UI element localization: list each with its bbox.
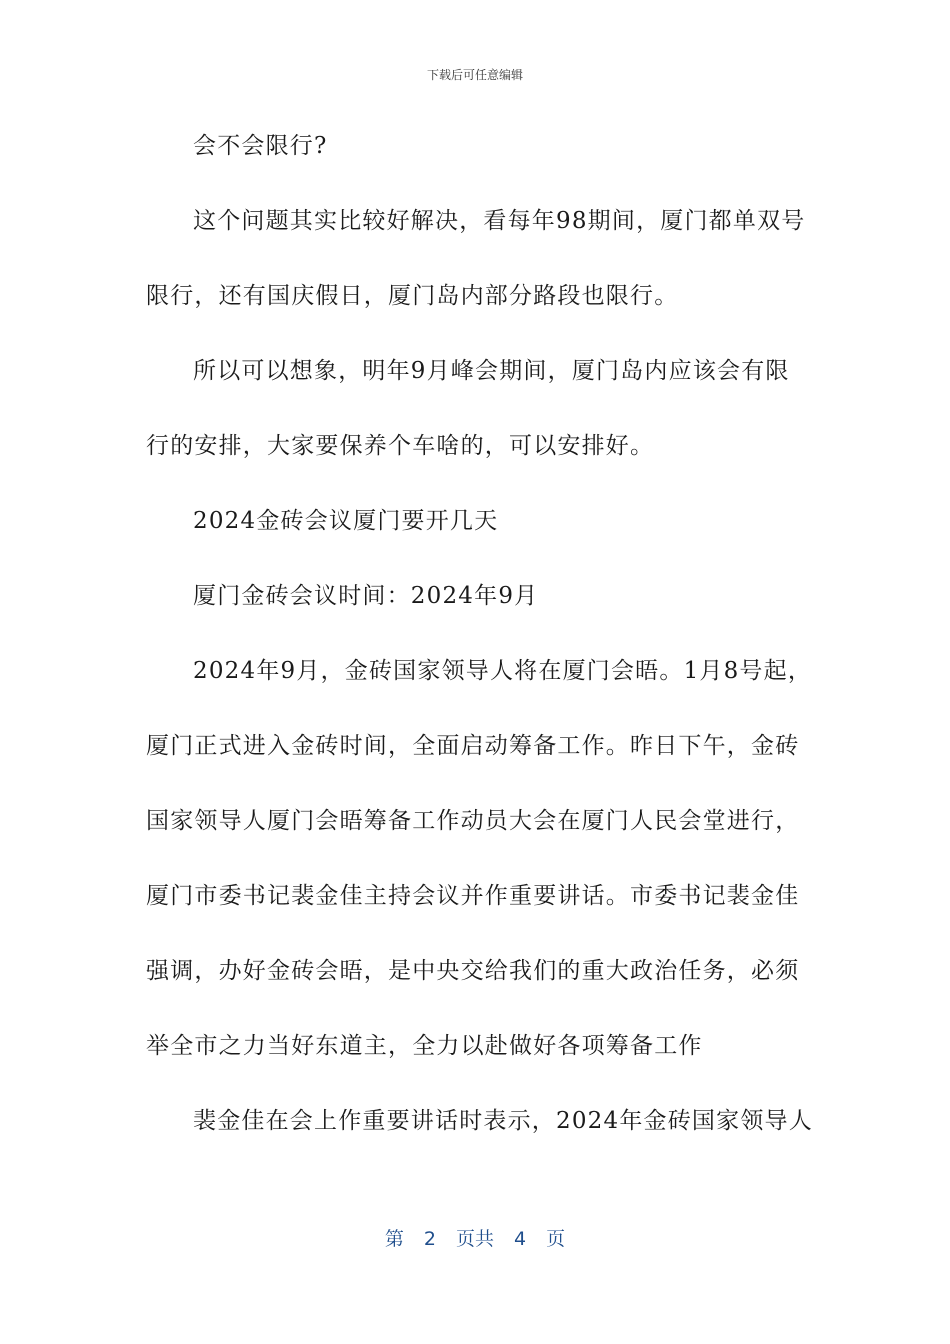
header-note: 下载后可任意编辑 bbox=[426, 68, 523, 82]
paragraph-line: 所以可以想象，明年9月峰会期间，厦门岛内应该会有限 bbox=[193, 358, 790, 384]
paragraph-line: 厦门市委书记裴金佳主持会议并作重要讲话。市委书记裴金佳 bbox=[146, 883, 800, 909]
paragraph-line: 举全市之力当好东道主，全力以赴做好各项筹备工作 bbox=[146, 1033, 703, 1059]
paragraph-line: 会不会限行? bbox=[193, 133, 328, 159]
paragraph-line: 强调，办好金砖会晤，是中央交给我们的重大政治任务，必须 bbox=[146, 958, 800, 984]
footer-suffix: 页 bbox=[546, 1228, 566, 1250]
paragraph-line: 裴金佳在会上作重要讲话时表示，2024年金砖国家领导人 bbox=[193, 1108, 813, 1134]
page-footer bbox=[0, 1224, 950, 1251]
paragraph-line: 这个问题其实比较好解决，看每年98期间，厦门都单双号 bbox=[193, 208, 806, 234]
paragraph-line: 行的安排，大家要保养个车啥的，可以安排好。 bbox=[146, 433, 655, 459]
paragraph-line: 厦门金砖会议时间：2024年9月 bbox=[193, 583, 539, 609]
footer-prefix: 第 bbox=[384, 1228, 404, 1250]
paragraph-line: 2024年9月，金砖国家领导人将在厦门会晤。1月8号起， bbox=[193, 658, 813, 684]
footer-current-page: 2 bbox=[423, 1228, 436, 1250]
paragraph-line: 国家领导人厦门会晤筹备工作动员大会在厦门人民会堂进行， bbox=[146, 808, 800, 834]
paragraph-line: 限行，还有国庆假日，厦门岛内部分路段也限行。 bbox=[146, 283, 679, 309]
paragraph-line: 厦门正式进入金砖时间，全面启动筹备工作。昨日下午，金砖 bbox=[146, 733, 800, 759]
section-heading: 2024金砖会议厦门要开几天 bbox=[193, 508, 499, 534]
footer-middle: 页共 bbox=[455, 1228, 494, 1250]
footer-total-pages: 4 bbox=[514, 1228, 527, 1250]
body-text bbox=[146, 120, 813, 1170]
